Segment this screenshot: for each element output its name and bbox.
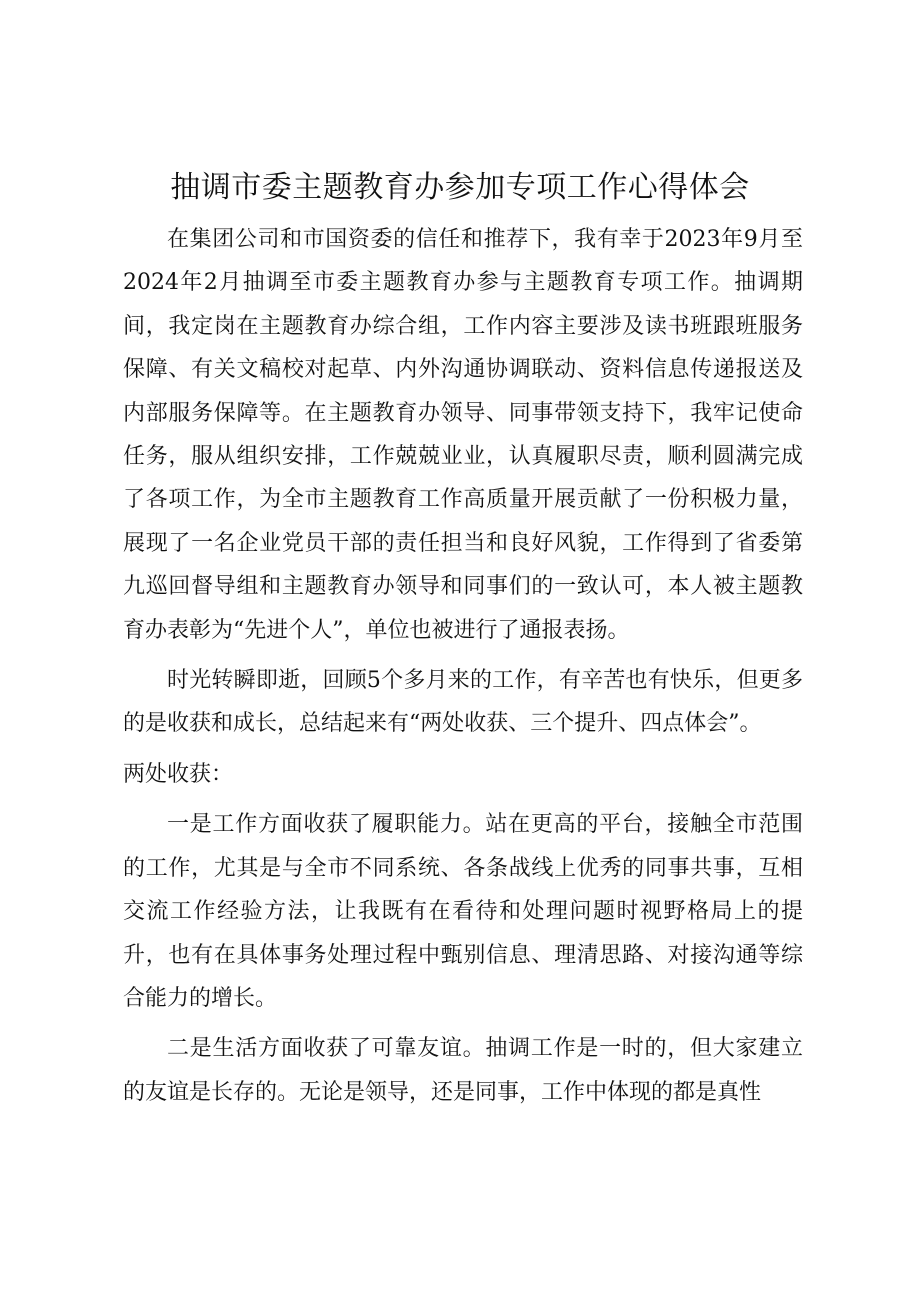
paragraph-summary: 时光转瞬即逝，回顾5个多月来的工作，有辛苦也有快乐，但更多的是收获和成长，总结起来有“两处收获、三个提升、四点体会”。 xyxy=(123,668,803,737)
section-heading-gains: 两处收获： xyxy=(123,761,234,787)
document-title: 抽调市委主题教育办参加专项工作心得体会 xyxy=(170,170,750,205)
paragraph-gain-life: 二是生活方面收获了可靠友谊。抽调工作是一时的，但大家建立的友谊是长存的。无论是领导，还是同事，工作中体现的都是真性 xyxy=(123,1036,803,1105)
paragraph-intro: 在集团公司和市国资委的信任和推荐下，我有幸于2023年9月至2024年2月抽调至市委主题教育办参与主题教育专项工作。抽调期间，我定岗在主题教育办综合组，工作内容主要涉及读书班跟班服务保障、有关文稿校对起草、内外沟通协调联动、资料信息传递报送及内部服务保障等。在主题教育办领导、同事带领支持下，我牢记使命任务，服从组织安排，工作兢兢业业，认真履职尽责，顺利圆满完成了各项工作，为全市主题教育工作高质量开展贡献了一份积极力量，展现了一名企业党员干部的责任担当和良好风貌，工作得到了省委第九巡回督导组和主题教育办领导和同事们的一致认可，本人被主题教育办表彰为“先进个人”，单位也被进行了通报表扬。 xyxy=(123,227,803,643)
paragraph-gain-work: 一是工作方面收获了履职能力。站在更高的平台，接触全市范围的工作，尤其是与全市不同系统、各条战线上优秀的同事共事，互相交流工作经验方法，让我既有在看待和处理问题时视野格局上的提升，也有在具体事务处理过程中甄别信息、理清思路、对接沟通等综合能力的增长。 xyxy=(123,812,803,1011)
document-body xyxy=(123,218,803,1114)
